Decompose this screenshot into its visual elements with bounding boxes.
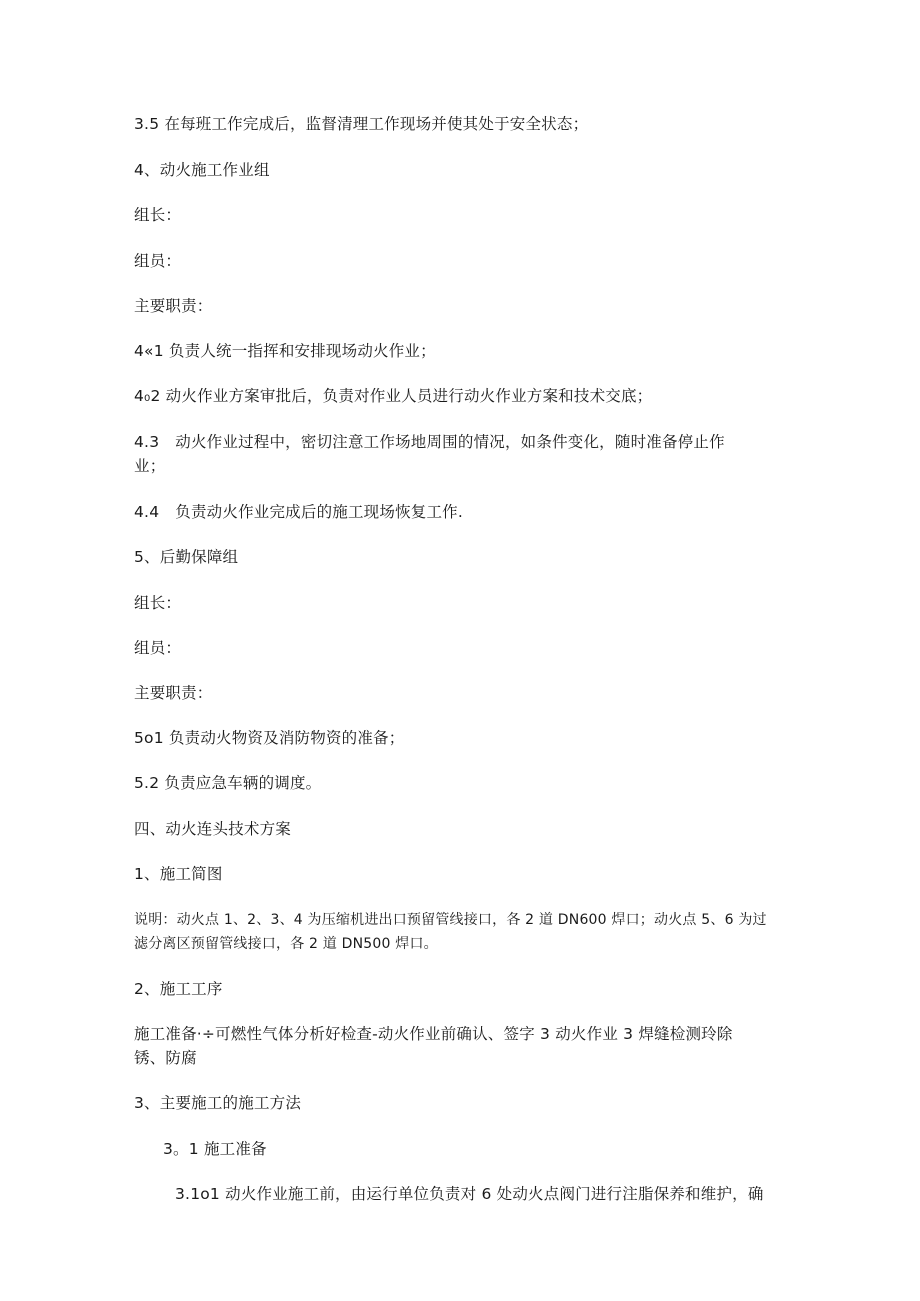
item-3-5: 3.5 在每班工作完成后，监督清理工作现场并使其处于安全状态；	[134, 115, 589, 133]
heading-fire-work-group: 4、动火施工作业组	[134, 161, 270, 179]
construction-process-heading: 2、施工工序	[134, 980, 223, 998]
item-4-3-text: 动火作业过程中，密切注意工作场地周围的情况，如条件变化，随时准备停止作	[175, 433, 725, 451]
construction-methods-heading: 3、主要施工的施工方法	[134, 1094, 302, 1112]
description-line-2: 滤分离区预留管线接口，各 2 道 DN500 焊口。	[134, 936, 438, 952]
heading-logistics-group: 5、后勤保障组	[134, 548, 239, 566]
section-four-heading: 四、动火连头技术方案	[134, 820, 292, 838]
construction-diagram-heading: 1、施工简图	[134, 865, 223, 883]
group-member-label: 组员：	[134, 252, 182, 270]
item-4-3-continued: 业；	[134, 457, 166, 475]
item-4-3-number: 4.3	[134, 433, 160, 451]
item-4-4-number: 4.4	[134, 503, 160, 521]
process-steps-line-2: 锈、防腐	[134, 1049, 197, 1067]
item-4-1: 4«1 负责人统一指挥和安排现场动火作业；	[134, 342, 436, 360]
item-3-1-heading: 3。1 施工准备	[163, 1140, 267, 1158]
main-duties-label: 主要职责：	[134, 297, 213, 315]
item-4-2: 4₀2 动火作业方案审批后，负责对作业人员进行动火作业方案和技术交底；	[134, 387, 653, 405]
item-4-4	[134, 500, 463, 524]
group-member-label-2: 组员：	[134, 639, 182, 657]
item-4-3	[134, 430, 725, 454]
group-leader-label-2: 组长：	[134, 594, 182, 612]
process-steps-line-1: 施工准备·÷可燃性气体分析好检查-动火作业前确认、签字 3 动火作业 3 焊缝检测玲除	[134, 1025, 733, 1043]
description-line-1: 说明：动火点 1、2、3、4 为压缩机进出口预留管线接口，各 2 道 DN600 焊口；动火点 5、6 为过	[134, 912, 767, 928]
group-leader-label: 组长：	[134, 206, 182, 224]
item-5-1: 5o1 负责动火物资及消防物资的准备；	[134, 729, 405, 747]
main-duties-label-2: 主要职责：	[134, 684, 213, 702]
item-4-4-text: 负责动火作业完成后的施工现场恢复工作.	[175, 503, 463, 521]
item-3-1-1: 3.1o1 动火作业施工前，由运行单位负责对 6 处动火点阀门进行注脂保养和维护，确	[175, 1185, 764, 1203]
item-5-2: 5.2 负责应急车辆的调度。	[134, 774, 322, 792]
